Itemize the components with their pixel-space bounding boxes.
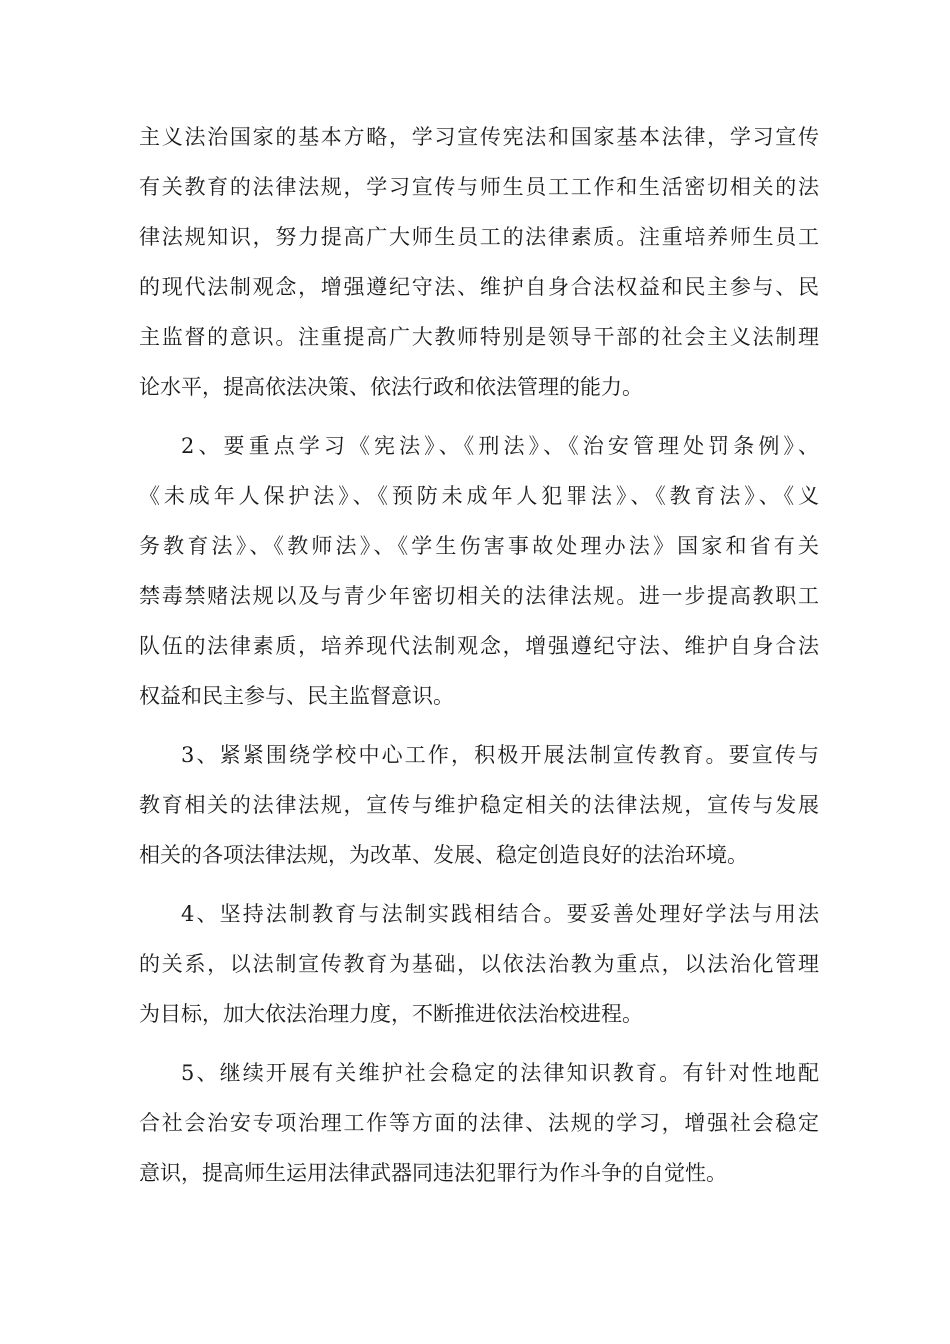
paragraph-4-line-3: 为目标，加大依法治理力度，不断推进依法治校进程。 (139, 1002, 643, 1026)
paragraph-1-line-6: 论水平，提高依法决策、依法行政和依法管理的能力。 (139, 375, 643, 399)
paragraph-1-line-2: 有关教育的法律法规，学习宣传与师生员工工作和生活密切相关的法 (139, 175, 819, 199)
paragraph-2-line-4: 禁毒禁赌法规以及与青少年密切相关的法律法规。进一步提高教职工 (139, 584, 819, 608)
paragraph-4-line-2: 的关系，以法制宣传教育为基础，以依法治教为重点，以法治化管理 (139, 952, 819, 976)
paragraph-2-line-5: 队伍的法律素质，培养现代法制观念，增强遵纪守法、维护自身合法 (139, 634, 819, 658)
paragraph-5-line-3: 意识，提高师生运用法律武器同违法犯罪行为作斗争的自觉性。 (139, 1161, 727, 1185)
paragraph-3-line-2: 教育相关的法律法规，宣传与维护稳定相关的法律法规，宣传与发展 (139, 793, 819, 817)
paragraph-1-line-5: 主监督的意识。注重提高广大教师特别是领导干部的社会主义法制理 (139, 325, 819, 349)
paragraph-3-line-1: 3、紧紧围绕学校中心工作，积极开展法制宣传教育。要宣传与 (181, 743, 819, 767)
paragraph-5-line-2: 合社会治安专项治理工作等方面的法律、法规的学习，增强社会稳定 (139, 1111, 819, 1135)
paragraph-1-line-4: 的现代法制观念，增强遵纪守法、维护自身合法权益和民主参与、民 (139, 275, 819, 299)
paragraph-2-line-2: 《未成年人保护法》、《预防未成年人犯罪法》、《教育法》、《义 (139, 484, 819, 508)
paragraph-1-line-3: 律法规知识，努力提高广大师生员工的法律素质。注重培养师生员工 (139, 225, 819, 249)
paragraph-4-line-1: 4、坚持法制教育与法制实践相结合。要妥善处理好学法与用法 (181, 902, 819, 926)
paragraph-5-line-1: 5、继续开展有关维护社会稳定的法律知识教育。有针对性地配 (181, 1061, 819, 1085)
paragraph-3-line-3: 相关的各项法律法规，为改革、发展、稳定创造良好的法治环境。 (139, 843, 748, 867)
paragraph-2-line-1: 2、要重点学习《宪法》、《刑法》、《治安管理处罚条例》、 (181, 434, 819, 458)
paragraph-2-line-6: 权益和民主参与、民主监督意识。 (139, 684, 454, 708)
paragraph-2-line-3: 务教育法》、《教师法》、《学生伤害事故处理办法》国家和省有关 (139, 534, 819, 558)
paragraph-1-line-1: 主义法治国家的基本方略，学习宣传宪法和国家基本法律，学习宣传 (139, 125, 819, 149)
